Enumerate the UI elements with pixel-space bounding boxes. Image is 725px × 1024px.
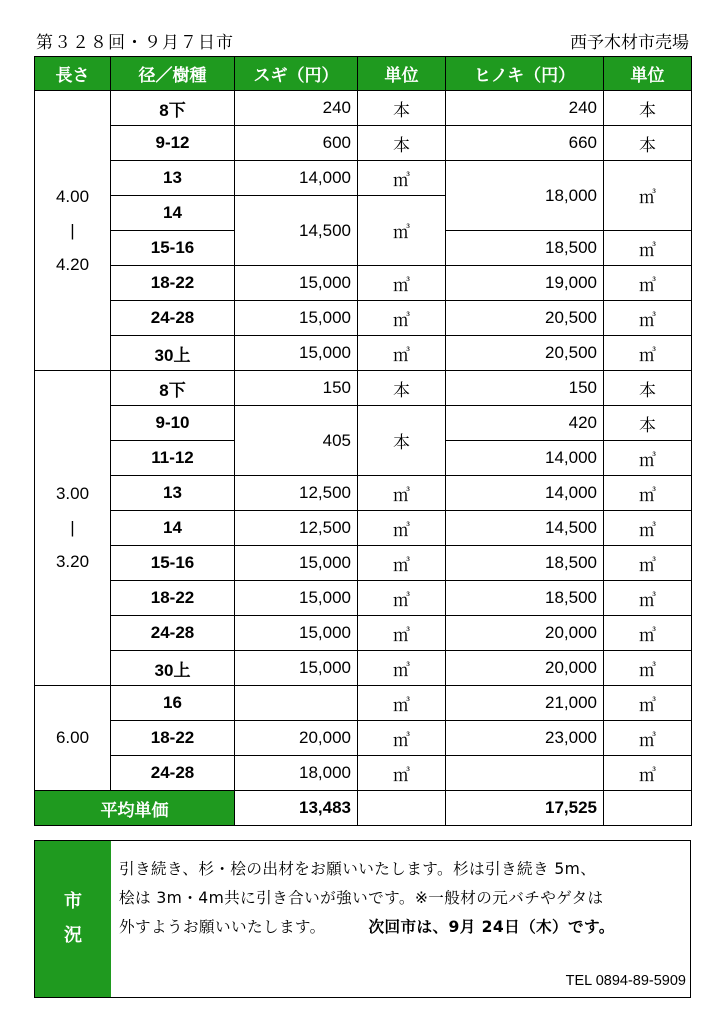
sugi-unit: 本 — [358, 406, 446, 476]
sugi-price: 15,000 — [235, 336, 358, 371]
col-hinoki-unit: 単位 — [604, 57, 692, 91]
size-cell: 13 — [111, 161, 235, 196]
size-cell: 9-12 — [111, 126, 235, 161]
table-row — [35, 406, 692, 441]
hinoki-price: 20,500 — [446, 301, 604, 336]
size-cell: 18-22 — [111, 581, 235, 616]
sugi-price: 14,000 — [235, 161, 358, 196]
sugi-unit: ㎥ — [358, 336, 446, 371]
average-row — [35, 791, 692, 826]
hinoki-unit: ㎥ — [604, 161, 692, 231]
length-cell: 4.00 | 4.20 — [35, 91, 111, 371]
sugi-price: 12,500 — [235, 476, 358, 511]
sugi-unit: ㎥ — [358, 651, 446, 686]
length-cell: 3.00 | 3.20 — [35, 371, 111, 686]
hinoki-price: 19,000 — [446, 266, 604, 301]
table-row — [35, 616, 692, 651]
table-row — [35, 721, 692, 756]
hinoki-unit: ㎥ — [604, 336, 692, 371]
size-cell: 24-28 — [111, 301, 235, 336]
hinoki-unit: 本 — [604, 126, 692, 161]
hinoki-unit: ㎥ — [604, 441, 692, 476]
size-cell: 30上 — [111, 336, 235, 371]
next-market-date: 次回市は、9月 24日（木）です。 — [368, 918, 615, 936]
table-header-row — [35, 57, 692, 91]
sugi-price: 15,000 — [235, 301, 358, 336]
average-hinoki-unit — [604, 791, 692, 826]
hinoki-unit: ㎥ — [604, 651, 692, 686]
hinoki-price: 21,000 — [446, 686, 604, 721]
market-name: 西予木材市売場 — [570, 33, 689, 53]
hinoki-unit: 本 — [604, 91, 692, 126]
hinoki-unit: ㎥ — [604, 231, 692, 266]
hinoki-price: 23,000 — [446, 721, 604, 756]
average-sugi-unit — [358, 791, 446, 826]
phone-number: TEL 0894-89-5909 — [565, 973, 686, 989]
hinoki-price: 14,000 — [446, 441, 604, 476]
sugi-price: 150 — [235, 371, 358, 406]
average-hinoki: 17,525 — [446, 791, 604, 826]
size-cell: 18-22 — [111, 266, 235, 301]
col-hinoki: ヒノキ（円） — [446, 57, 604, 91]
size-cell: 11-12 — [111, 441, 235, 476]
hinoki-unit: 本 — [604, 371, 692, 406]
table-row — [35, 266, 692, 301]
sugi-price: 240 — [235, 91, 358, 126]
sugi-unit: 本 — [358, 91, 446, 126]
hinoki-unit: ㎥ — [604, 581, 692, 616]
sugi-price: 20,000 — [235, 721, 358, 756]
average-sugi: 13,483 — [235, 791, 358, 826]
sugi-price: 12,500 — [235, 511, 358, 546]
hinoki-price: 14,000 — [446, 476, 604, 511]
sugi-price: 15,000 — [235, 616, 358, 651]
hinoki-price: 420 — [446, 406, 604, 441]
hinoki-price: 20,500 — [446, 336, 604, 371]
sugi-price: 15,000 — [235, 546, 358, 581]
sugi-price: 18,000 — [235, 756, 358, 791]
average-label: 平均単価 — [35, 791, 235, 826]
hinoki-price: 14,500 — [446, 511, 604, 546]
auction-title: 第３２８回・９月７日市 — [36, 33, 234, 53]
sugi-price: 15,000 — [235, 266, 358, 301]
sugi-price — [235, 686, 358, 721]
col-size: 径／樹種 — [111, 57, 235, 91]
sugi-unit: 本 — [358, 126, 446, 161]
size-cell: 13 — [111, 476, 235, 511]
table-row — [35, 336, 692, 371]
table-row — [35, 686, 692, 721]
hinoki-price: 240 — [446, 91, 604, 126]
hinoki-unit: ㎥ — [604, 616, 692, 651]
length-cell: 6.00 — [35, 686, 111, 791]
table-row — [35, 301, 692, 336]
sugi-unit: ㎥ — [358, 266, 446, 301]
sugi-unit: ㎥ — [358, 581, 446, 616]
sugi-price: 15,000 — [235, 651, 358, 686]
size-cell: 18-22 — [111, 721, 235, 756]
hinoki-unit: ㎥ — [604, 266, 692, 301]
hinoki-price: 20,000 — [446, 616, 604, 651]
sugi-unit: ㎥ — [358, 616, 446, 651]
col-length: 長さ — [35, 57, 111, 91]
hinoki-price: 18,500 — [446, 231, 604, 266]
hinoki-price: 150 — [446, 371, 604, 406]
size-cell: 8下 — [111, 91, 235, 126]
table-row — [35, 126, 692, 161]
col-sugi: スギ（円） — [235, 57, 358, 91]
sugi-unit: ㎥ — [358, 721, 446, 756]
table-row — [35, 651, 692, 686]
hinoki-unit: ㎥ — [604, 301, 692, 336]
table-row — [35, 161, 692, 196]
table-row — [35, 546, 692, 581]
table-row — [35, 91, 692, 126]
size-cell: 14 — [111, 196, 235, 231]
hinoki-unit: 本 — [604, 406, 692, 441]
size-cell: 8下 — [111, 371, 235, 406]
table-row — [35, 756, 692, 791]
sugi-unit: ㎥ — [358, 476, 446, 511]
hinoki-unit: ㎥ — [604, 511, 692, 546]
sugi-price: 14,500 — [235, 196, 358, 266]
size-cell: 16 — [111, 686, 235, 721]
hinoki-price: 660 — [446, 126, 604, 161]
sugi-unit: ㎥ — [358, 301, 446, 336]
size-cell: 15-16 — [111, 231, 235, 266]
hinoki-price: 20,000 — [446, 651, 604, 686]
hinoki-price: 18,500 — [446, 546, 604, 581]
hinoki-unit: ㎥ — [604, 546, 692, 581]
table-row — [35, 511, 692, 546]
price-table — [34, 56, 692, 826]
sugi-unit: ㎥ — [358, 756, 446, 791]
hinoki-price — [446, 756, 604, 791]
table-row — [35, 371, 692, 406]
hinoki-unit: ㎥ — [604, 721, 692, 756]
market-conditions-label: 市 況 — [35, 841, 111, 997]
sugi-unit: ㎥ — [358, 686, 446, 721]
size-cell: 14 — [111, 511, 235, 546]
table-row — [35, 581, 692, 616]
col-sugi-unit: 単位 — [358, 57, 446, 91]
market-conditions — [34, 840, 691, 998]
hinoki-unit: ㎥ — [604, 476, 692, 511]
sugi-unit: ㎥ — [358, 546, 446, 581]
size-cell: 15-16 — [111, 546, 235, 581]
hinoki-unit: ㎥ — [604, 756, 692, 791]
sugi-price: 600 — [235, 126, 358, 161]
size-cell: 24-28 — [111, 616, 235, 651]
sugi-price: 15,000 — [235, 581, 358, 616]
table-row — [35, 476, 692, 511]
hinoki-price: 18,000 — [446, 161, 604, 231]
hinoki-price: 18,500 — [446, 581, 604, 616]
market-conditions-text: 引き続き、杉・桧の出材をお願いいたします。杉は引き続き 5m、 桧は 3m・4m共に引き合いが強いです。※一般材の元バチやゲタは 外すようお願いいたします。 次回市は、9月 24日（木）です。 — [119, 860, 615, 936]
size-cell: 9-10 — [111, 406, 235, 441]
size-cell: 24-28 — [111, 756, 235, 791]
sugi-unit: ㎥ — [358, 161, 446, 196]
sugi-price: 405 — [235, 406, 358, 476]
sugi-unit: ㎥ — [358, 196, 446, 266]
sugi-unit: 本 — [358, 371, 446, 406]
sugi-unit: ㎥ — [358, 511, 446, 546]
hinoki-unit: ㎥ — [604, 686, 692, 721]
size-cell: 30上 — [111, 651, 235, 686]
